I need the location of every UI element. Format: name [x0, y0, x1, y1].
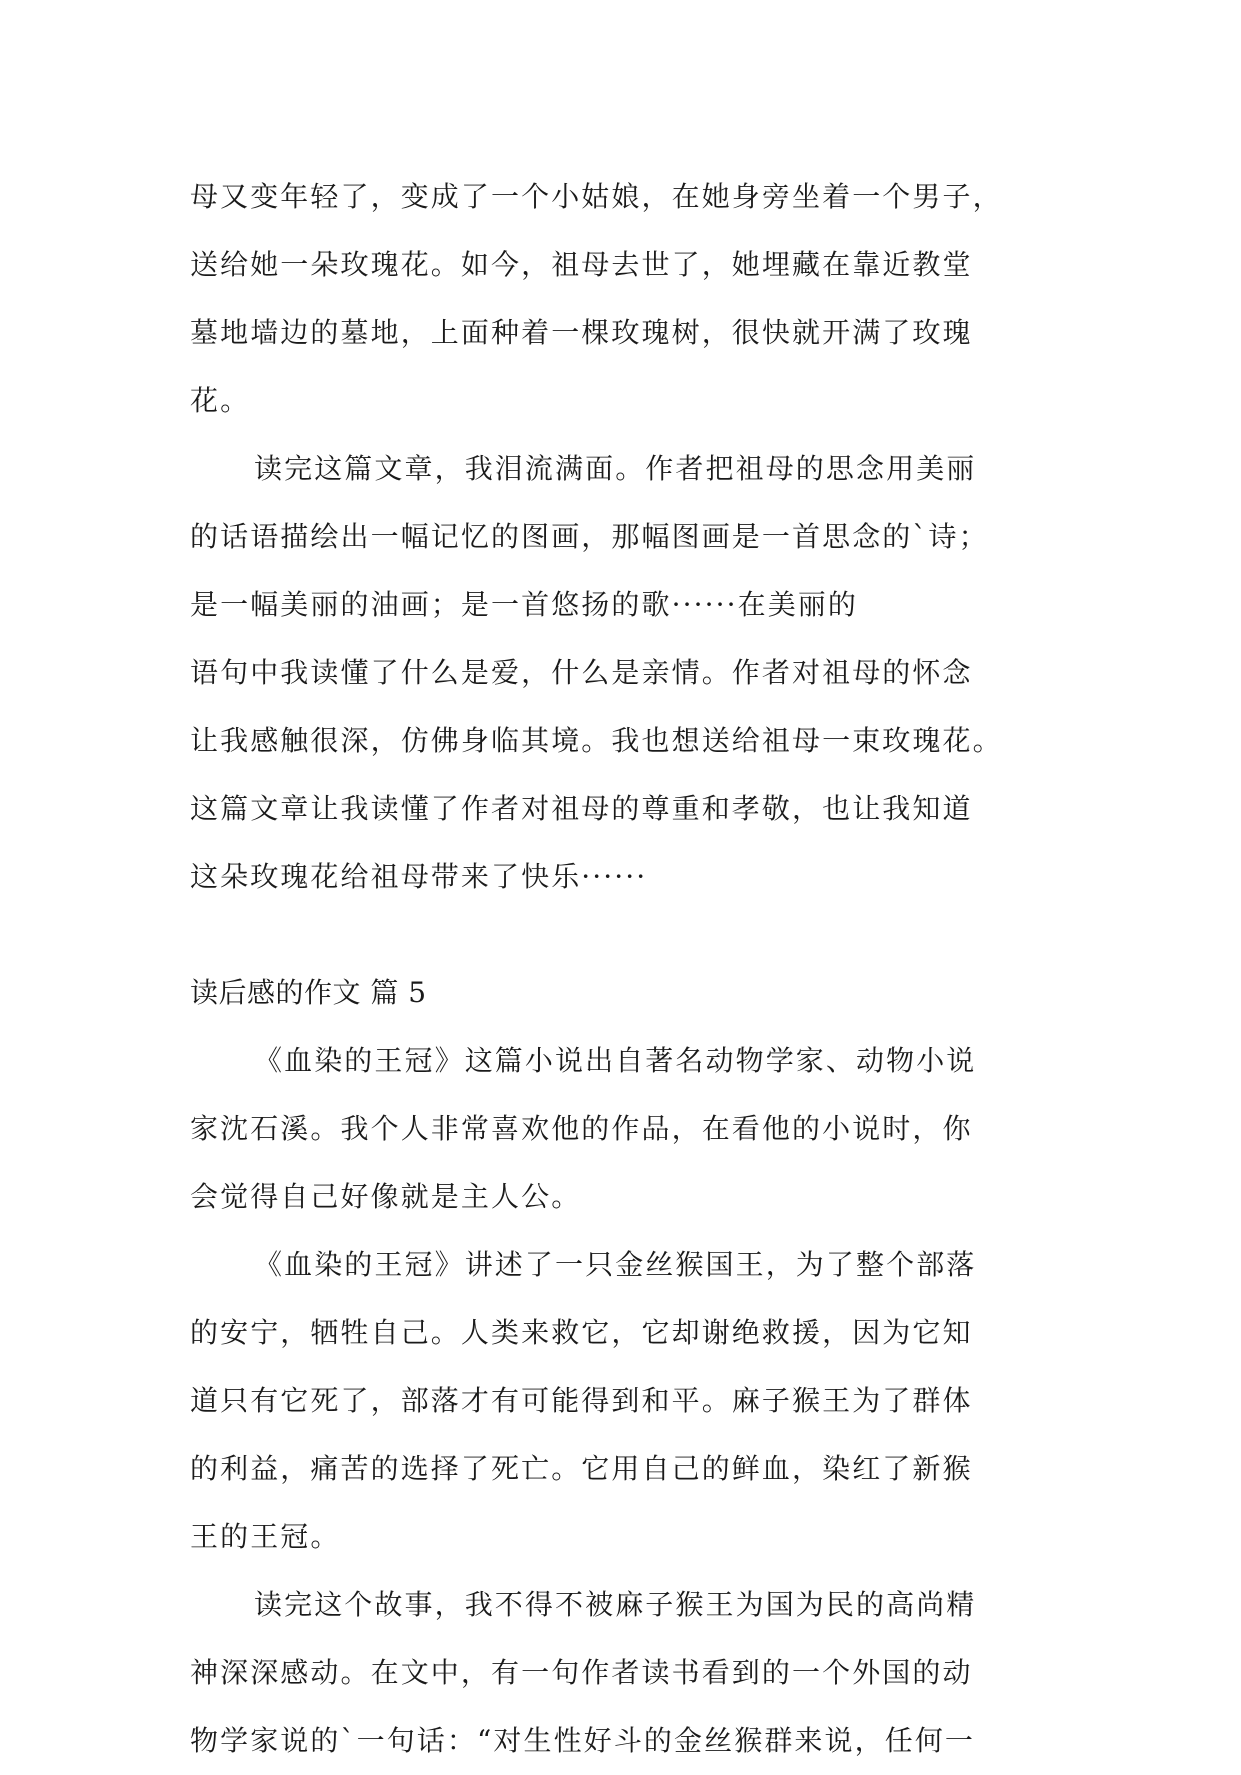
text-line: 这朵玫瑰花给祖母带来了快乐······	[190, 860, 648, 893]
text-line: 道只有它死了，部落才有可能得到和平。麻子猴王为了群体	[190, 1384, 973, 1417]
paragraph	[190, 1027, 1052, 1231]
text-line: 《血染的王冠》这篇小说出自著名动物学家、动物小说	[254, 1044, 977, 1077]
text-line: 会觉得自己好像就是主人公。	[190, 1180, 582, 1213]
text-line: 墓地墙边的墓地，上面种着一棵玫瑰树，很快就开满了玫瑰	[190, 316, 973, 349]
text-line: 送给她一朵玫瑰花。如今，祖母去世了，她埋藏在靠近教堂	[190, 248, 973, 281]
text-line: 语句中我读懂了什么是爱，什么是亲情。作者对祖母的怀念	[190, 656, 973, 689]
text-line: 读完这个故事，我不得不被麻子猴王为国为民的高尚精	[254, 1588, 977, 1621]
text-line: 的话语描绘出一幅记忆的图画，那幅图画是一首思念的`诗；	[190, 520, 989, 553]
text-line: 物学家说的`一句话：“对生性好斗的金丝猴群来说，任何一	[190, 1724, 976, 1757]
document-body	[190, 163, 1052, 1775]
text-line: 让我感触很深，仿佛身临其境。我也想送给祖母一束玫瑰花。	[190, 724, 1003, 757]
text-line: 花。	[190, 384, 251, 417]
paragraph	[190, 435, 1052, 911]
text-line: 的安宁，牺牲自己。人类来救它，它却谢绝救援，因为它知	[190, 1316, 973, 1349]
text-line: 是一幅美丽的油画；是一首悠扬的歌······在美丽的	[190, 588, 859, 621]
paragraph	[190, 1231, 1052, 1571]
section-heading: 读后感的作文 篇 5	[190, 976, 427, 1009]
text-line: 家沈石溪。我个人非常喜欢他的作品，在看他的小说时，你	[190, 1112, 973, 1145]
text-line: 母又变年轻了，变成了一个小姑娘，在她身旁坐着一个男子，	[190, 180, 1003, 213]
text-line: 神深深感动。在文中，有一句作者读书看到的一个外国的动	[190, 1656, 973, 1689]
paragraph	[190, 163, 1052, 435]
paragraph	[190, 1571, 1052, 1775]
text-line: 的利益，痛苦的选择了死亡。它用自己的鲜血，染红了新猴	[190, 1452, 973, 1485]
text-line: 《血染的王冠》讲述了一只金丝猴国王，为了整个部落	[254, 1248, 977, 1281]
text-line: 这篇文章让我读懂了作者对祖母的尊重和孝敬，也让我知道	[190, 792, 973, 825]
text-line: 读完这篇文章，我泪流满面。作者把祖母的思念用美丽	[254, 452, 977, 485]
text-line: 王的王冠。	[190, 1520, 341, 1553]
